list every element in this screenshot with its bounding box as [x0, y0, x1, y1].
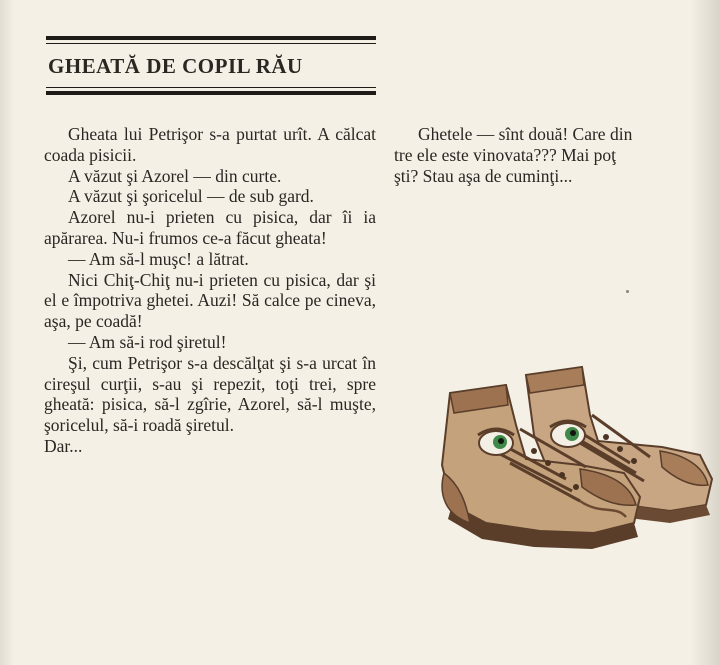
- paragraph: A văzut şi şoricelul — de sub gard.: [68, 186, 314, 207]
- print-speck: [626, 290, 629, 293]
- paragraph: Şi, cum Petrişor s-a descălţat şi s-a urcat în cireşul curţii, s-au şi repezit, toţi trei, spre gheată: pisica, să-l zgîrie, Azorel, să-l muşte, şoricelul, să-i roadă şiretul.: [44, 352, 376, 436]
- boots-with-eyes-illustration: [430, 355, 720, 570]
- text-line: tre ele este vinovata??? Mai poţ: [394, 144, 617, 165]
- page-gutter-shadow: [0, 0, 14, 665]
- paragraph: Dar...: [44, 435, 83, 456]
- paragraph: — Am să-i rod şiretul!: [68, 331, 227, 352]
- page-title: GHEATĂ DE COPIL RĂU: [48, 54, 303, 78]
- paragraph: Nici Chiţ-Chiţ nu-i prieten cu pisica, dar şi el e împotriva ghetei. Auzi! Să calce pe cineva, aşa, pe coadă!: [44, 269, 376, 332]
- title-rule-bottom-thin: [46, 87, 376, 88]
- paragraph: Gheata lui Petrişor s-a purtat urît. A călcat coada pisicii.: [44, 124, 376, 165]
- paragraph: Azorel nu-i prieten cu pisica, dar îi ia apărarea. Nu-i frumos ce-a făcut gheata!: [44, 207, 376, 248]
- paragraph: A văzut şi Azorel — din curte.: [68, 165, 282, 186]
- story-right-column: [394, 124, 720, 186]
- title-rule-top: [46, 36, 376, 40]
- paragraph: — Am să-l muşc! a lătrat.: [68, 248, 249, 269]
- text-line: Ghetele — sînt două! Care din: [418, 124, 633, 144]
- story-left-column: [44, 124, 376, 457]
- title-rule-bottom: [46, 91, 376, 95]
- title-block: [46, 36, 376, 95]
- text-line: şti? Stau aşa de cuminţi...: [394, 165, 573, 186]
